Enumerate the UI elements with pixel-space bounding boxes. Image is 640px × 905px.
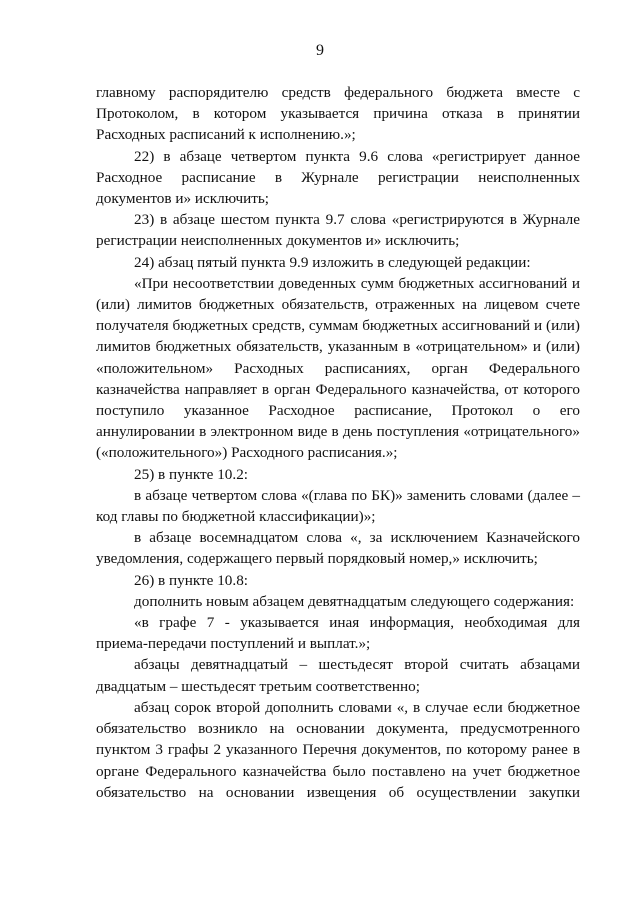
paragraph-item-23: 23) в абзаце шестом пункта 9.7 слова «регистрируются в Журнале регистрации неисполненных документов и» исключить; [96,211,580,250]
paragraph-item-25-b: в абзаце восемнадцатом слова «, за исключением Казначейского уведомления, содержащего первый порядковый номер,» исключить; [96,529,580,568]
paragraph-item-26-quote: «в графе 7 - указывается иная информация, необходимая для приема-передачи поступлений и выплат.»; [96,614,580,653]
paragraph-item-26-c: абзац сорок второй дополнить словами «, в случае если бюджетное обязательство возникло на основании документа, предусмотренного пунктом 3 графы 2 указанного Перечня документов, по которому ранее в органе Федерального казначейства было поставлено на учет бюджетное обязательство на основании извещения об осуществлении закупки [96,698,580,801]
paragraph-item-25: 25) в пункте 10.2: [134,465,249,483]
paragraph-continuation: главному распорядителю средств федерального бюджета вместе с Протоколом, в котором указывается причина отказа в принятии Расходных расписаний к исполнению.»; [96,84,580,144]
paragraph-quoted-text: «При несоответствии доведенных сумм бюджетных ассигнований и (или) лимитов бюджетных обязательств, отраженных на лицевом счете получателя бюджетных средств, суммам бюджетных ассигнований и (или) лимитов бюджетных обязательств, указанным в «отрицательном» и (или) «положительном» Расходных расписаниях, орган Федерального казначейства направляет в орган Федерального казначейства, от которого поступило указанное Расходное расписание, Протокол о его аннулировании в электронном виде в день поступления «отрицательного» («положительного») Расходного расписания.»; [96,274,580,462]
paragraph-item-25-a: в абзаце четвертом слова «(глава по БК)» заменить словами (далее – код главы по бюджетной классификации)»; [96,486,580,526]
paragraph-item-26-b: абзацы девятнадцатый – шестьдесят второй считать абзацами двадцатым – шестьдесят третьим соответственно; [96,656,580,695]
paragraph-item-22: 22) в абзаце четвертом пункта 9.6 слова «регистрирует данное Расходное расписание в Журнале регистрации неисполненных документов и» исключить; [96,147,580,208]
document-body [96,82,580,803]
paragraph-item-24: 24) абзац пятый пункта 9.9 изложить в следующей редакции: [134,253,531,271]
page-number: 9 [316,42,324,59]
paragraph-item-26: 26) в пункте 10.8: [134,571,249,589]
paragraph-item-26-a: дополнить новым абзацем девятнадцатым следующего содержания: [134,592,575,610]
